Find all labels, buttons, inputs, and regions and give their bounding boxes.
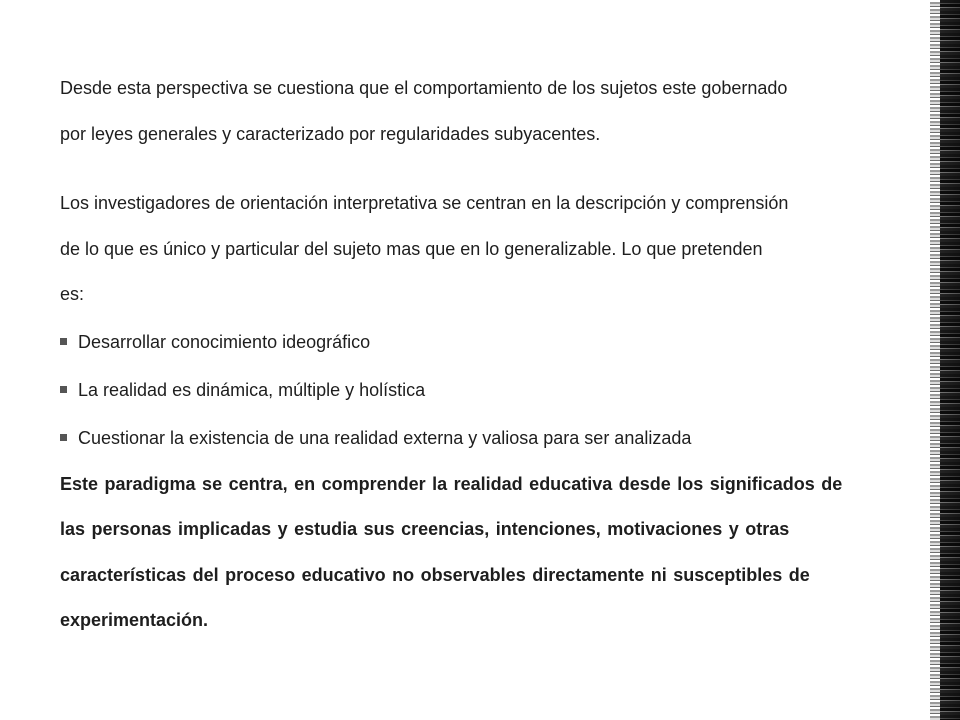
paragraph-line: de lo que es único y particular del sujeto mas que en lo generalizable. Lo que pretenden [60, 238, 763, 259]
square-bullet-icon [60, 338, 67, 345]
paragraph-perspective [60, 66, 960, 157]
square-bullet-icon [60, 434, 67, 441]
paragraph-line: Los investigadores de orientación interpretativa se centran en la descripción y comprensión [60, 193, 789, 213]
bullet-item [60, 414, 960, 462]
paragraph-line: Desde esta perspectiva se cuestiona que el comportamiento de los sujetos este gobernado [60, 78, 788, 98]
paragraph-line: es: [60, 284, 85, 304]
bullet-text: Cuestionar la existencia de una realidad externa y valiosa para ser analizada [78, 427, 692, 448]
paragraph-line: características del proceso educativo no observables directamente ni susceptibles de [60, 564, 810, 585]
paragraph-line: por leyes generales y caracterizado por regularidades subyacentes. [60, 123, 601, 144]
bullet-item [60, 318, 960, 366]
paragraph-line: experimentación. [60, 610, 209, 630]
bullet-item [60, 366, 960, 414]
square-bullet-icon [60, 386, 67, 393]
bullet-text: La realidad es dinámica, múltiple y holística [78, 379, 426, 400]
slide-content [60, 66, 960, 644]
bullet-text: Desarrollar conocimiento ideográfico [78, 331, 371, 352]
bullet-list [60, 318, 960, 462]
paragraph-line: las personas implicadas y estudia sus creencias, intenciones, motivaciones y otras [60, 519, 790, 539]
paragraph-interpretive-researchers [60, 181, 960, 318]
paragraph-paradigm-focus [60, 462, 960, 644]
decorative-edge-bar [930, 0, 960, 720]
paragraph-line: Este paradigma se centra, en comprender la realidad educativa desde los significados de [60, 473, 843, 494]
